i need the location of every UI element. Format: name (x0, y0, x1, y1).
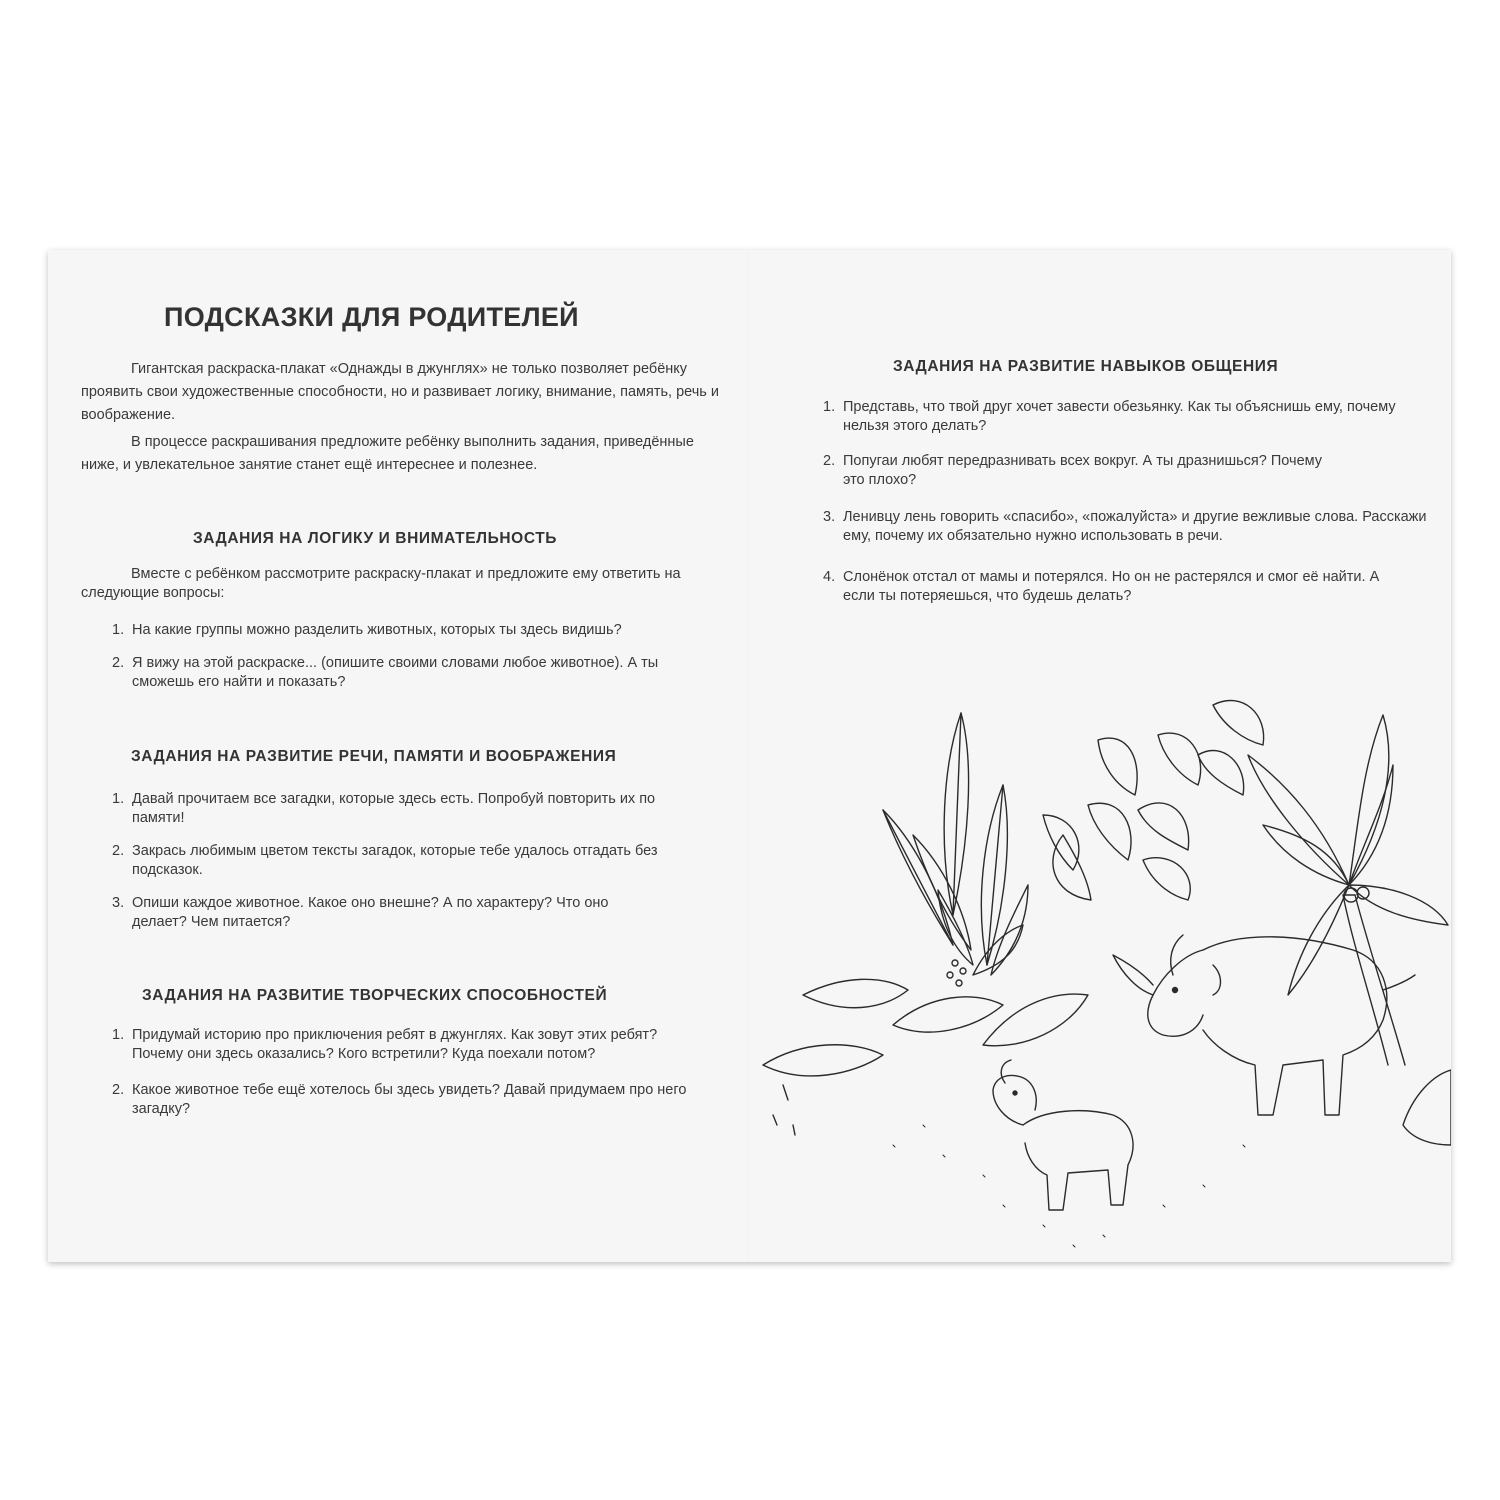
task-text: Давай прочитаем все загадки, которые здесь есть. Попробуй повторить их по памяти! (132, 791, 656, 826)
task-number: 1. (823, 399, 836, 415)
task-communication-2 (823, 452, 1343, 490)
task-creative-2 (112, 1081, 692, 1119)
task-number: 3. (823, 509, 836, 525)
section-heading-logic: ЗАДАНИЯ НА ЛОГИКУ И ВНИМАТЕЛЬНОСТЬ (193, 530, 558, 547)
task-number: 3. (112, 895, 125, 911)
task-speech-2 (112, 842, 692, 880)
task-creative-1 (112, 1026, 712, 1064)
task-number: 4. (823, 569, 836, 585)
jungle-rhino-illustration (743, 645, 1451, 1262)
baby-rhino (993, 1060, 1133, 1210)
monstera-leaves (1043, 701, 1264, 900)
ground-plants (763, 925, 1451, 1145)
ground-dots (893, 1125, 1245, 1247)
task-text: Представь, что твой друг хочет завести обезьянку. Как ты объяснишь ему, почему нельзя этого делать? (843, 399, 1396, 434)
task-logic-2 (112, 654, 672, 692)
big-rhino (1113, 935, 1415, 1115)
task-text: Опиши каждое животное. Какое оно внешне? А по характеру? Что оно делает? Чем питается? (132, 895, 609, 930)
section-heading-creative: ЗАДАНИЯ НА РАЗВИТИЕ ТВОРЧЕСКИХ СПОСОБНОСТЕЙ (142, 987, 608, 1004)
task-text: Придумай историю про приключения ребят в джунглях. Как зовут этих ребят? Почему они здесь оказались? Кого встретили? Куда поехали потом? (132, 1027, 658, 1062)
task-number: 2. (823, 453, 836, 469)
palm-tree (1248, 715, 1448, 1065)
task-communication-4 (823, 568, 1383, 606)
task-text: Какое животное тебе ещё хотелось бы здесь увидеть? Давай придумаем про него загадку? (132, 1082, 687, 1117)
task-number: 2. (112, 655, 125, 671)
task-number: 1. (112, 1027, 125, 1043)
section-heading-communication: ЗАДАНИЯ НА РАЗВИТИЕ НАВЫКОВ ОБЩЕНИЯ (893, 358, 1279, 375)
task-text: Слонёнок отстал от мамы и потерялся. Но он не растерялся и смог её найти. А если ты потеряешься, что будешь делать? (843, 569, 1380, 604)
section-heading-speech: ЗАДАНИЯ НА РАЗВИТИЕ РЕЧИ, ПАМЯТИ И ВООБРАЖЕНИЯ (131, 748, 617, 765)
task-number: 1. (112, 791, 125, 807)
task-text: Закрась любимым цветом тексты загадок, которые тебе удалось отгадать без подсказок. (132, 843, 658, 878)
task-communication-1 (823, 398, 1423, 436)
task-communication-3 (823, 508, 1443, 546)
task-speech-1 (112, 790, 672, 828)
page-title: ПОДСКАЗКИ ДЛЯ РОДИТЕЛЕЙ (164, 302, 579, 332)
section-lead-logic (81, 565, 681, 603)
task-text: Попугаи любят передразнивать всех вокруг. А ты дразнишься? Почему это плохо? (843, 453, 1323, 488)
task-number: 2. (112, 1082, 125, 1098)
task-number: 2. (112, 843, 125, 859)
lead-text: Вместе с ребёнком рассмотрите раскраску-плакат и предложите ему ответить на следующие вопросы: (81, 566, 681, 601)
task-number: 1. (112, 622, 125, 638)
task-text: Я вижу на этой раскраске... (опишите своими словами любое животное). А ты сможешь его найти и показать? (132, 655, 659, 690)
task-logic-1 (112, 621, 672, 640)
intro-paragraph-2: В процессе раскрашивания предложите ребёнку выполнить задания, приведённые ниже, и увлекательное занятие станет ещё интереснее и полезнее. (81, 434, 694, 473)
task-text: На какие группы можно разделить животных, которых ты здесь видишь? (132, 622, 622, 638)
task-text: Ленивцу лень говорить «спасибо», «пожалуйста» и другие вежливые слова. Расскажи ему, почему их обязательно нужно использовать в речи. (843, 509, 1427, 544)
intro-text (81, 358, 721, 477)
intro-paragraph-1: Гигантская раскраска-плакат «Однажды в джунглях» не только позволяет ребёнку проявить свои художественные способности, но и развивает логику, внимание, память, речь и воображение. (81, 361, 719, 423)
task-speech-3 (112, 894, 612, 932)
tall-leaves (883, 713, 1028, 986)
booklet-sheet (48, 250, 1451, 1262)
